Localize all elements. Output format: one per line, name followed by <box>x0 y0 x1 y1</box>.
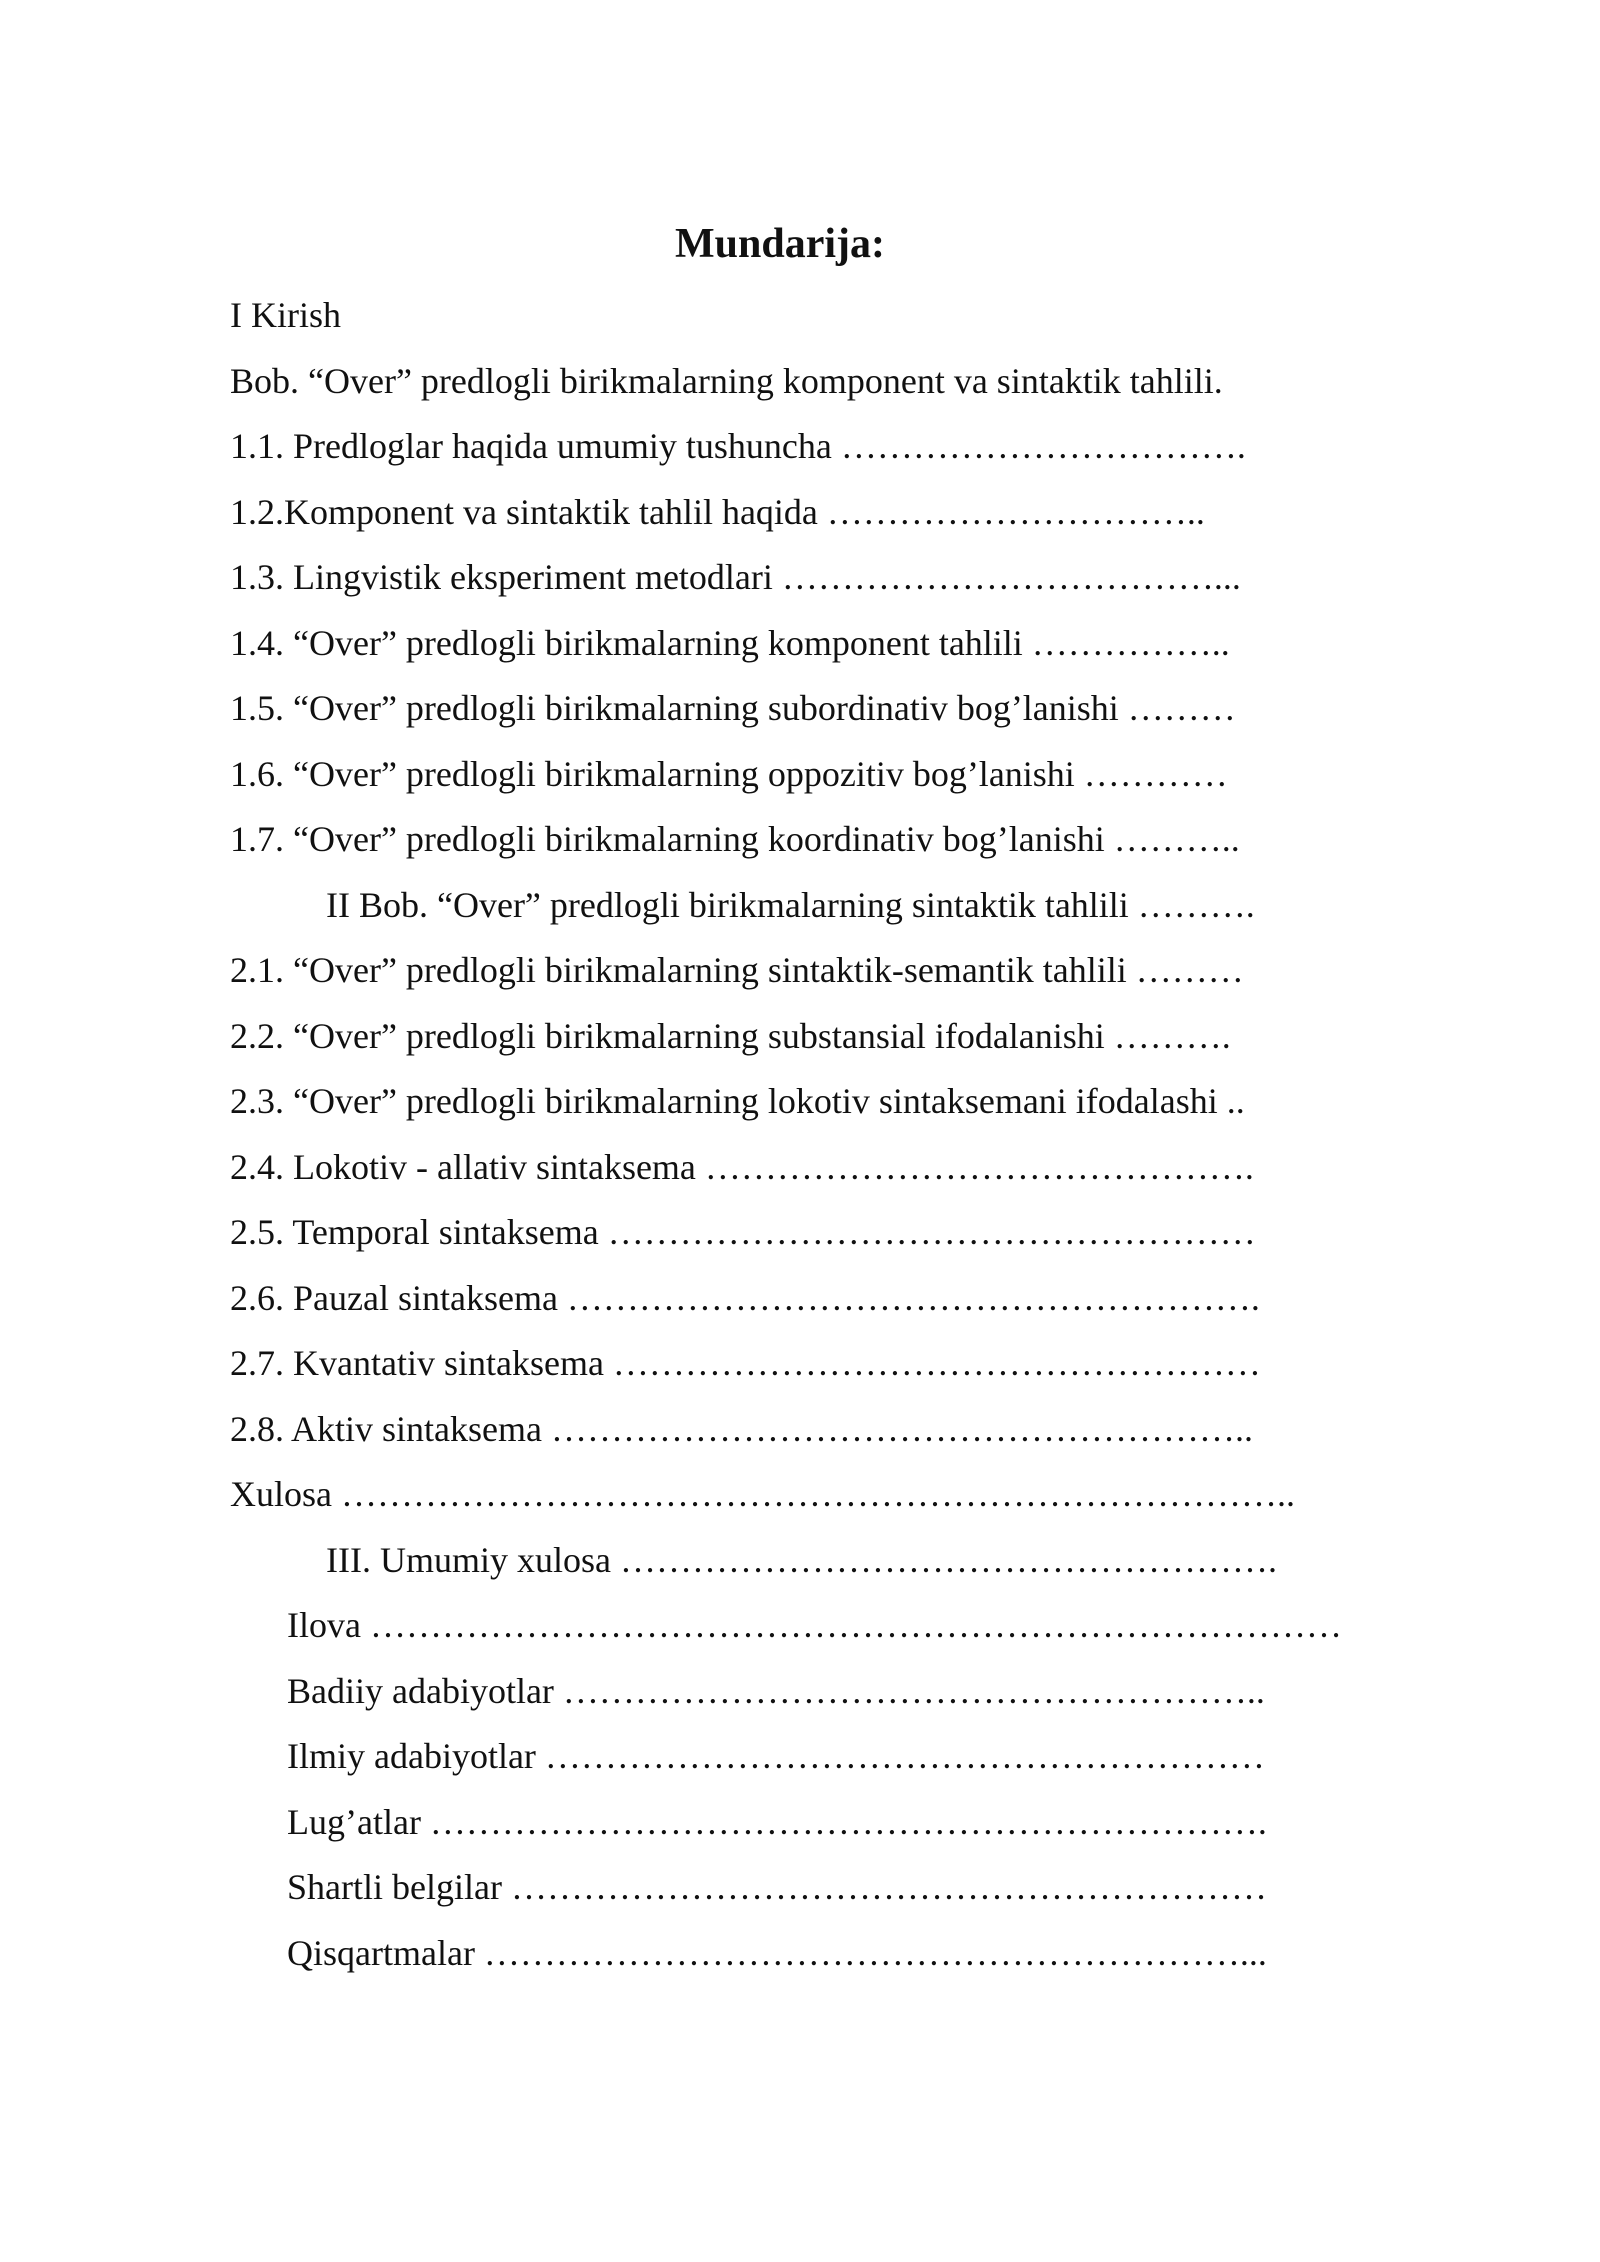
toc-entry-text: 2.4. Lokotiv - allativ sintaksema ………………………………………. <box>230 1146 1254 1187</box>
toc-entry-text: II Bob. “Over” predlogli birikmalarning sintaktik tahlili ………. <box>326 884 1255 925</box>
toc-entry-text: Bob. “Over” predlogli birikmalarning komponent va sintaktik tahlili. <box>230 360 1223 401</box>
toc-entry <box>0 1144 1600 1210</box>
toc-entry-text: Ilmiy adabiyotlar …………………………………………………… <box>287 1736 1265 1776</box>
toc-entry <box>0 292 1600 358</box>
toc-entry-text: 2.7. Kvantativ sintaksema ……………………………………………… <box>230 1343 1261 1383</box>
toc-entry-text: 2.6. Pauzal sintaksema …………………………………………………. <box>230 1277 1260 1318</box>
table-of-contents <box>0 292 1600 1995</box>
toc-entry <box>0 1406 1600 1472</box>
toc-entry-text: Xulosa …………………………………………………………………….. <box>230 1474 1295 1514</box>
toc-entry <box>0 1340 1600 1406</box>
toc-entry <box>0 751 1600 817</box>
toc-entry <box>0 1078 1600 1144</box>
toc-entry-text: 1.6. “Over” predlogli birikmalarning oppozitiv bog’lanishi ………… <box>230 753 1228 794</box>
toc-entry <box>0 1799 1600 1865</box>
toc-entry <box>0 1537 1600 1603</box>
toc-entry-text: 1.7. “Over” predlogli birikmalarning koordinativ bog’lanishi ……….. <box>230 819 1240 859</box>
page-title: Mundarija: <box>675 221 885 267</box>
toc-entry <box>0 1864 1600 1930</box>
toc-entry <box>0 1602 1600 1668</box>
toc-entry-text: Ilova ……………………………………………………………………… <box>287 1605 1342 1645</box>
toc-entry-text: Lug’atlar ……………………………………………………………. <box>287 1801 1267 1842</box>
toc-entry <box>0 1668 1600 1734</box>
toc-entry <box>0 358 1600 424</box>
toc-entry <box>0 620 1600 686</box>
toc-entry <box>0 1733 1600 1799</box>
toc-entry <box>0 489 1600 555</box>
toc-entry <box>0 1013 1600 1079</box>
toc-entry-text: 1.5. “Over” predlogli birikmalarning subordinativ bog’lanishi ……… <box>230 688 1236 728</box>
toc-entry-text: III. Umumiy xulosa ………………………………………………. <box>326 1539 1277 1580</box>
toc-entry-text: I Kirish <box>230 295 341 335</box>
toc-entry-text: 1.2.Komponent va sintaktik tahlil haqida ………………………….. <box>230 491 1205 532</box>
toc-entry-text: 1.1. Predloglar haqida umumiy tushuncha ……………………………. <box>230 426 1246 466</box>
toc-entry <box>0 1275 1600 1341</box>
toc-entry-text: 1.3. Lingvistik eksperiment metodlari ………………………………... <box>230 557 1241 597</box>
toc-entry <box>0 947 1600 1013</box>
toc-entry-text: 2.1. “Over” predlogli birikmalarning sintaktik-semantik tahlili ……… <box>230 950 1244 990</box>
toc-entry-text: Shartli belgilar ……………………………………………………… <box>287 1867 1267 1907</box>
toc-entry <box>0 1930 1600 1996</box>
toc-entry-text: Qisqartmalar ………………………………………………………... <box>287 1932 1267 1973</box>
toc-entry <box>0 816 1600 882</box>
toc-entry-text: Badiiy adabiyotlar ………………………………………………….. <box>287 1670 1265 1711</box>
toc-entry <box>0 685 1600 751</box>
toc-entry-text: 2.2. “Over” predlogli birikmalarning substansial ifodalanishi ………. <box>230 1015 1231 1056</box>
toc-entry-text: 2.5. Temporal sintaksema ……………………………………………… <box>230 1212 1256 1252</box>
toc-entry <box>0 882 1600 948</box>
toc-entry <box>0 554 1600 620</box>
toc-entry-text: 1.4. “Over” predlogli birikmalarning komponent tahlili …………….. <box>230 622 1230 663</box>
toc-entry <box>0 1209 1600 1275</box>
toc-entry-text: 2.8. Aktiv sintaksema ………………………………………………….. <box>230 1408 1253 1449</box>
toc-entry-text: 2.3. “Over” predlogli birikmalarning lokotiv sintaksemani ifodalashi .. <box>230 1081 1245 1121</box>
toc-entry <box>0 1471 1600 1537</box>
toc-entry <box>0 423 1600 489</box>
